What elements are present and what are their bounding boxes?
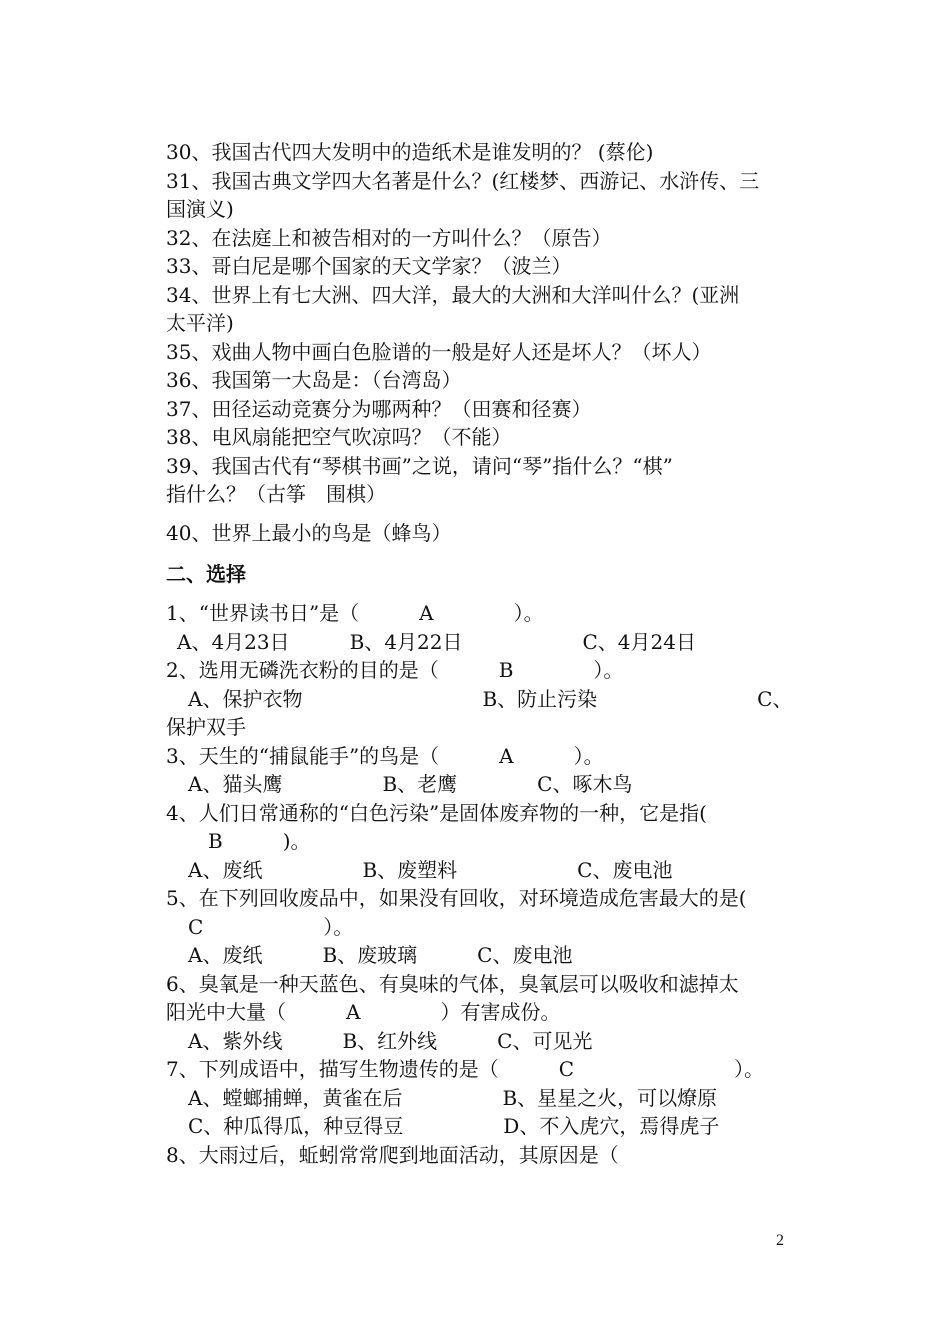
choice-line: A、保护衣物 B、防止污染 C、 (188, 686, 793, 711)
qa-line: 35、戏曲人物中画白色脸谱的一般是好人还是坏人？（坏人） (166, 339, 712, 364)
qa-line: 太平洋) (166, 311, 234, 335)
choice-line: A、废纸 B、废塑料 C、废电池 (188, 857, 673, 882)
qa-line: 30、我国古代四大发明中的造纸术是谁发明的？ (蔡伦) (166, 140, 654, 164)
choice-line: 8、大雨过后，蚯蚓常常爬到地面活动，其原因是（ (166, 1142, 619, 1167)
page-number: 2 (776, 1232, 784, 1249)
qa-line: 34、世界上有七大洲、四大洋，最大的大洲和大洋叫什么？(亚洲 (166, 282, 740, 307)
choice-line: 2、选用无磷洗衣粉的目的是（ B ）。 (166, 658, 624, 682)
choice-line: 7、下列成语中，描写生物遗传的是（ C ）。 (166, 1057, 765, 1081)
qa-line: 31、我国古典文学四大名著是什么？(红楼梦、西游记、水浒传、三 (166, 168, 760, 193)
choice-line: 保护双手 (166, 715, 246, 739)
qa-line-40: 40、世界上最小的鸟是（蜂鸟） (166, 520, 452, 545)
choice-line: 阳光中大量（ A ）有害成份。 (166, 1000, 561, 1024)
choice-line: 1、“世界读书日”是（ A ）。 (166, 601, 544, 625)
choice-line: A、螳螂捕蝉，黄雀在后 B、星星之火，可以燎原 (188, 1085, 718, 1110)
qa-line: 32、在法庭上和被告相对的一方叫什么？（原告） (166, 225, 612, 250)
qa-line: 33、哥白尼是哪个国家的天文学家？（波兰） (166, 254, 572, 278)
qa-line: 指什么？（古筝 围棋） (166, 482, 386, 506)
qa-line: 37、田径运动竞赛分为哪两种？（田赛和径赛） (166, 396, 592, 421)
qa-list (166, 138, 786, 509)
choice-line: 5、在下列回收废品中，如果没有回收，对环境造成危害最大的是( (166, 886, 747, 910)
document-body (166, 138, 793, 1169)
qa-line: 39、我国古代有“琴棋书画”之说，请问“琴”指什么？“棋” (166, 453, 673, 478)
choice-line: C、种瓜得瓜，种豆得豆 D、不入虎穴，焉得虎子 (188, 1114, 720, 1138)
section-title: 二、选择 (166, 562, 246, 586)
choice-line: 4、人们日常通称的“白色污染”是固体废弃物的一种，它是指( (166, 800, 707, 825)
choice-line: C ）。 (188, 914, 354, 939)
choice-line: A、4月23日 B、4月22日 C、4月24日 (177, 629, 696, 654)
choice-list (166, 599, 793, 1169)
qa-line: 36、我国第一大岛是：（台湾岛） (166, 368, 462, 392)
choice-line: 6、臭氧是一种天蓝色、有臭味的气体，臭氧层可以吸收和滤掉太 (166, 971, 739, 996)
choice-line: A、猫头鹰 B、老鹰 C、啄木鸟 (188, 772, 633, 796)
choice-line: A、废纸 B、废玻璃 C、废电池 (188, 943, 573, 967)
qa-line: 国演义) (166, 197, 234, 221)
choice-line: B )。 (188, 829, 311, 853)
qa-line: 38、电风扇能把空气吹凉吗？（不能） (166, 425, 512, 449)
choice-line: A、紫外线 B、红外线 C、可见光 (188, 1028, 593, 1053)
choice-line: 3、天生的“捕鼠能手”的鸟是（ A ）。 (166, 743, 604, 768)
